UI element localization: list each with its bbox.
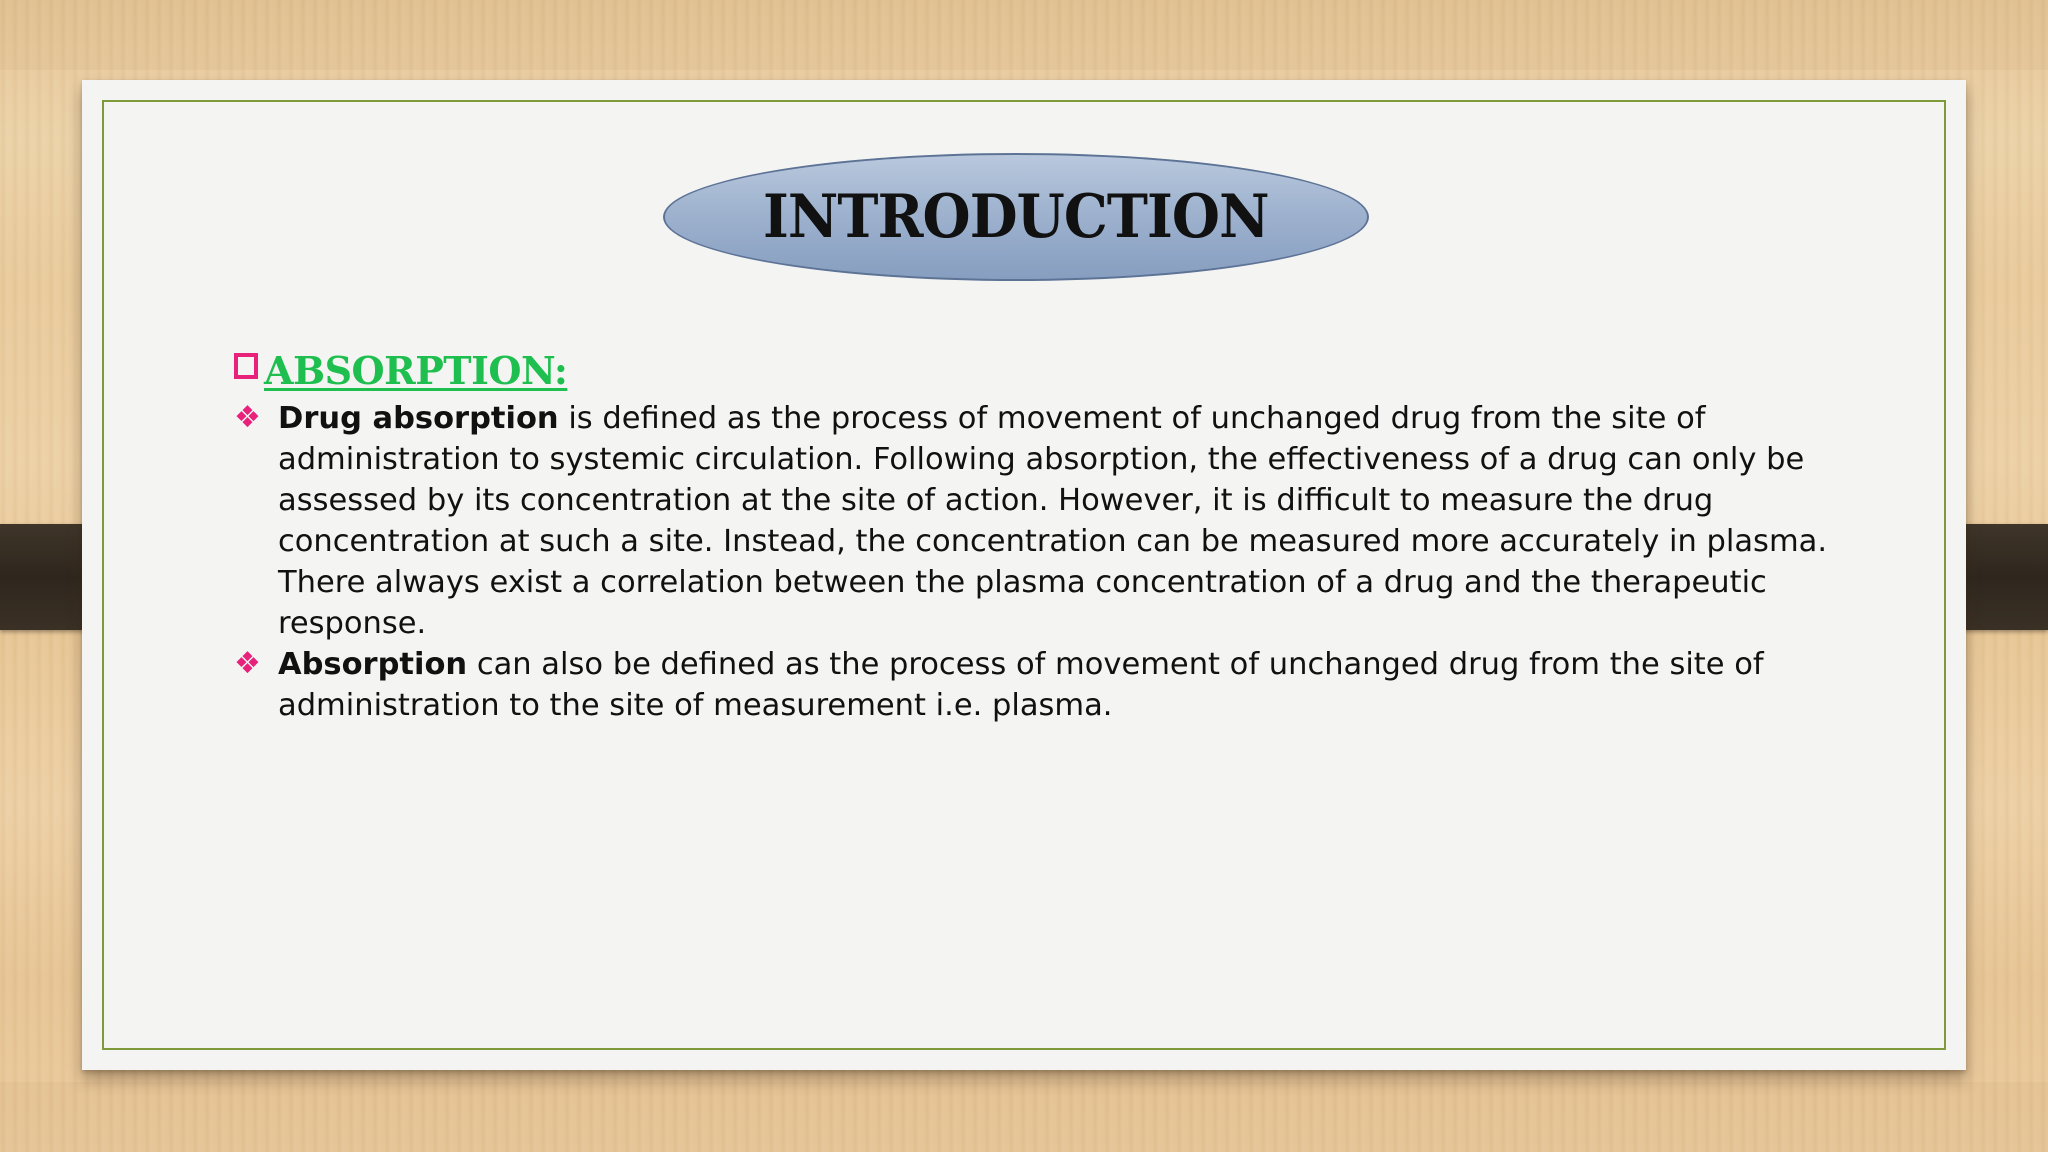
bullet-text: can also be defined as the process of movement of unchanged drug from the site of administration to the site of measurement i.e. plasma.: [278, 647, 1764, 723]
bullet-lead: Drug absorption: [278, 401, 559, 436]
wood-background: [0, 0, 2048, 70]
slide-paper: [82, 80, 1966, 1070]
bullet-lead: Absorption: [278, 647, 468, 682]
bullet-text: is defined as the process of movement of unchanged drug from the site of administration to systemic circulation. Following absorption, the effectiveness of a drug can only be assessed by its concentration at the site of action. However, it is difficult to measure the drug concentration at such a site. Instead, the concentration can be measured more accurately in plasma. There always exist a correlation between the plasma concentration of a drug and the therapeutic response.: [278, 401, 1828, 641]
hollow-square-icon: [234, 353, 258, 379]
four-diamond-icon: ❖: [234, 646, 261, 681]
four-diamond-icon: ❖: [234, 400, 261, 435]
list-item: [230, 398, 1870, 644]
title-oval: [663, 153, 1369, 281]
wood-background-band: [0, 1082, 2048, 1152]
bullet-list: [230, 398, 1870, 726]
section-heading-text: ABSORPTION:: [264, 348, 568, 393]
list-item: [230, 644, 1870, 726]
section-heading: [234, 348, 567, 393]
slide-title: INTRODUCTION: [763, 182, 1269, 252]
